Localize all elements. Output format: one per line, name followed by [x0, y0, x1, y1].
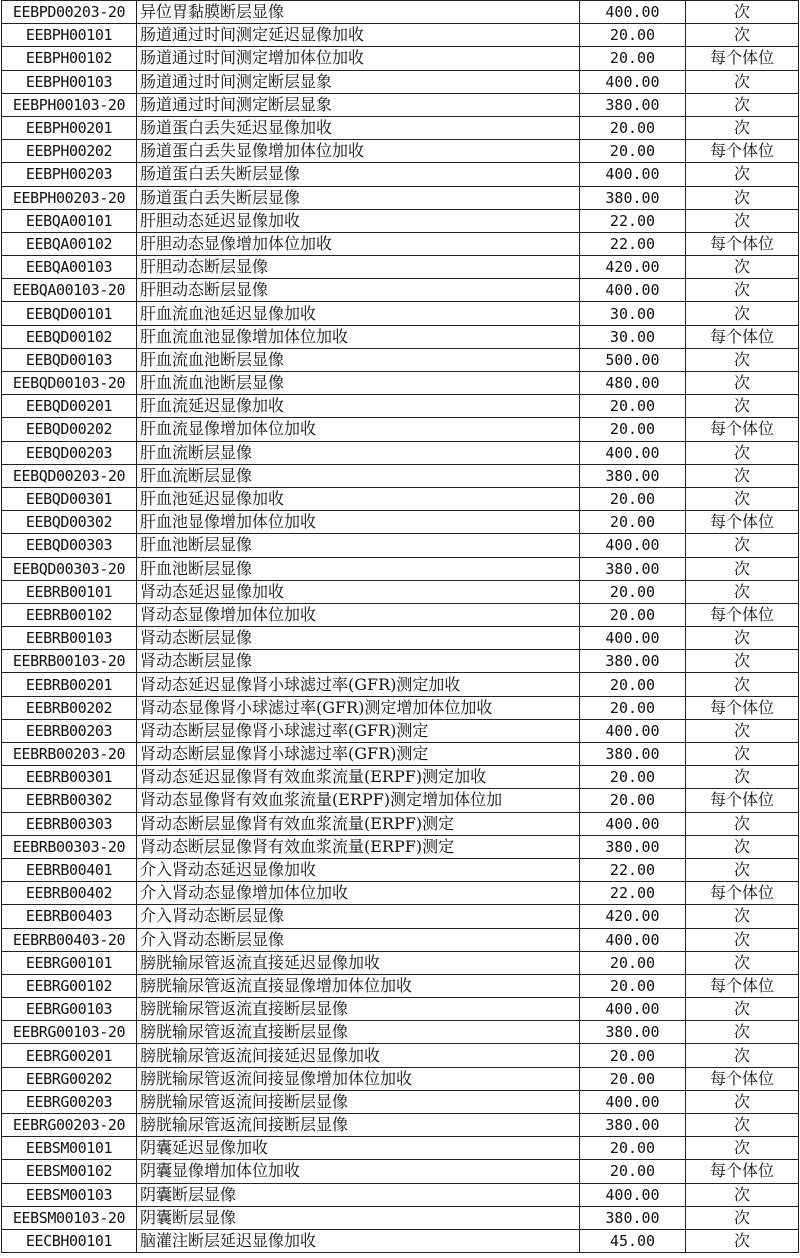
item-name-cell: 膀胱输尿管返流直接断层显像	[137, 1021, 580, 1044]
table-row	[2, 882, 799, 905]
table-row	[2, 186, 799, 209]
table-row	[2, 70, 799, 93]
item-name-cell: 肾动态显像肾小球滤过率(GFR)测定增加体位加收	[137, 696, 580, 719]
item-name-cell: 肾动态显像肾有效血浆流量(ERPF)测定增加体位加	[137, 789, 580, 812]
unit-cell: 每个体位	[686, 1067, 799, 1090]
item-name-cell: 肝胆动态断层显像	[137, 256, 580, 279]
item-name-cell: 肝血池显像增加体位加收	[137, 511, 580, 534]
price-cell: 400.00	[580, 627, 686, 650]
price-cell: 30.00	[580, 325, 686, 348]
item-name-cell: 肝血池断层显像	[137, 534, 580, 557]
unit-cell: 次	[686, 534, 799, 557]
price-cell: 400.00	[580, 1183, 686, 1206]
price-cell: 480.00	[580, 372, 686, 395]
unit-cell: 次	[686, 209, 799, 232]
item-name-cell: 膀胱输尿管返流直接显像增加体位加收	[137, 974, 580, 997]
item-code-cell: EEBRB00102	[2, 603, 137, 626]
unit-cell: 次	[686, 719, 799, 742]
price-cell: 420.00	[580, 905, 686, 928]
table-row	[2, 1, 799, 24]
item-code-cell: EEBRG00103-20	[2, 1021, 137, 1044]
table-row	[2, 974, 799, 997]
price-cell: 20.00	[580, 24, 686, 47]
item-name-cell: 肾动态断层显像肾小球滤过率(GFR)测定	[137, 743, 580, 766]
price-cell: 400.00	[580, 812, 686, 835]
table-row	[2, 418, 799, 441]
item-code-cell: EEBRG00103	[2, 998, 137, 1021]
unit-cell: 每个体位	[686, 974, 799, 997]
price-cell: 20.00	[580, 47, 686, 70]
item-code-cell: EEBQA00103-20	[2, 279, 137, 302]
item-name-cell: 肝血流断层显像	[137, 464, 580, 487]
table-row	[2, 603, 799, 626]
item-code-cell: EEBRB00402	[2, 882, 137, 905]
table-row	[2, 209, 799, 232]
price-cell: 400.00	[580, 1090, 686, 1113]
table-row	[2, 93, 799, 116]
price-cell: 30.00	[580, 302, 686, 325]
item-name-cell: 肠道通过时间测定断层显象	[137, 70, 580, 93]
price-cell: 400.00	[580, 70, 686, 93]
item-name-cell: 肠道蛋白丢失断层显像	[137, 163, 580, 186]
unit-cell: 次	[686, 302, 799, 325]
unit-cell: 次	[686, 1, 799, 24]
price-cell: 400.00	[580, 441, 686, 464]
item-name-cell: 膀胱输尿管返流直接延迟显像加收	[137, 951, 580, 974]
price-cell: 380.00	[580, 1114, 686, 1137]
item-code-cell: EEBRB00203-20	[2, 743, 137, 766]
item-name-cell: 肾动态延迟显像肾有效血浆流量(ERPF)测定加收	[137, 766, 580, 789]
item-name-cell: 肾动态断层显像肾有效血浆流量(ERPF)测定	[137, 835, 580, 858]
item-name-cell: 膀胱输尿管返流间接断层显像	[137, 1114, 580, 1137]
unit-cell: 每个体位	[686, 325, 799, 348]
table-row	[2, 1229, 799, 1252]
unit-cell: 次	[686, 372, 799, 395]
price-cell: 22.00	[580, 858, 686, 881]
price-cell: 380.00	[580, 93, 686, 116]
table-row	[2, 743, 799, 766]
item-code-cell: EEBRG00101	[2, 951, 137, 974]
item-code-cell: EEBRG00203-20	[2, 1114, 137, 1137]
item-code-cell: EEBQA00102	[2, 232, 137, 255]
item-name-cell: 肝血流血池显像增加体位加收	[137, 325, 580, 348]
unit-cell: 每个体位	[686, 882, 799, 905]
table-row	[2, 627, 799, 650]
price-cell: 380.00	[580, 650, 686, 673]
item-name-cell: 膀胱输尿管返流间接断层显像	[137, 1090, 580, 1113]
item-code-cell: EEBQA00103	[2, 256, 137, 279]
price-cell: 380.00	[580, 186, 686, 209]
item-name-cell: 异位胃黏膜断层显像	[137, 1, 580, 24]
item-code-cell: EEBPH00201	[2, 116, 137, 139]
item-name-cell: 阴囊显像增加体位加收	[137, 1160, 580, 1183]
item-code-cell: EEBRG00202	[2, 1067, 137, 1090]
table-row	[2, 511, 799, 534]
table-row	[2, 1090, 799, 1113]
table-row	[2, 1183, 799, 1206]
table-row	[2, 951, 799, 974]
unit-cell: 次	[686, 186, 799, 209]
unit-cell: 每个体位	[686, 603, 799, 626]
unit-cell: 次	[686, 905, 799, 928]
item-code-cell: EEBSM00102	[2, 1160, 137, 1183]
item-code-cell: EEBPH00103	[2, 70, 137, 93]
unit-cell: 次	[686, 1137, 799, 1160]
unit-cell: 次	[686, 441, 799, 464]
table-row	[2, 24, 799, 47]
price-cell: 400.00	[580, 1, 686, 24]
unit-cell: 次	[686, 348, 799, 371]
item-code-cell: EEBRG00201	[2, 1044, 137, 1067]
fee-table	[1, 0, 799, 1253]
price-cell: 400.00	[580, 163, 686, 186]
table-row	[2, 1044, 799, 1067]
table-row	[2, 766, 799, 789]
unit-cell: 每个体位	[686, 1160, 799, 1183]
item-name-cell: 肝血流血池断层显像	[137, 348, 580, 371]
price-cell: 20.00	[580, 603, 686, 626]
item-code-cell: EEBQD00201	[2, 395, 137, 418]
unit-cell: 次	[686, 93, 799, 116]
table-row	[2, 650, 799, 673]
price-cell: 20.00	[580, 511, 686, 534]
item-code-cell: EEBRB00403	[2, 905, 137, 928]
item-code-cell: EEBRB00101	[2, 580, 137, 603]
unit-cell: 次	[686, 928, 799, 951]
price-cell: 20.00	[580, 951, 686, 974]
price-cell: 20.00	[580, 140, 686, 163]
item-name-cell: 肠道蛋白丢失延迟显像加收	[137, 116, 580, 139]
item-code-cell: EEBSM00101	[2, 1137, 137, 1160]
unit-cell: 次	[686, 998, 799, 1021]
item-name-cell: 肝胆动态断层显像	[137, 279, 580, 302]
price-cell: 400.00	[580, 719, 686, 742]
item-code-cell: EEBRG00203	[2, 1090, 137, 1113]
price-cell: 380.00	[580, 1021, 686, 1044]
table-row	[2, 905, 799, 928]
table-row	[2, 348, 799, 371]
item-name-cell: 肝血池延迟显像加收	[137, 487, 580, 510]
table-row	[2, 395, 799, 418]
item-name-cell: 肝血流血池断层显像	[137, 372, 580, 395]
table-row	[2, 441, 799, 464]
item-code-cell: EEBQD00301	[2, 487, 137, 510]
table-row	[2, 998, 799, 1021]
unit-cell: 次	[686, 1206, 799, 1229]
price-cell: 22.00	[580, 882, 686, 905]
item-code-cell: EEBQD00303	[2, 534, 137, 557]
item-name-cell: 肾动态延迟显像肾小球滤过率(GFR)测定加收	[137, 673, 580, 696]
price-cell: 22.00	[580, 232, 686, 255]
price-cell: 20.00	[580, 418, 686, 441]
price-cell: 380.00	[580, 1206, 686, 1229]
item-name-cell: 肾动态断层显像肾小球滤过率(GFR)测定	[137, 719, 580, 742]
unit-cell: 每个体位	[686, 418, 799, 441]
item-name-cell: 肝血流延迟显像加收	[137, 395, 580, 418]
price-cell: 20.00	[580, 789, 686, 812]
item-code-cell: EEBPH00103-20	[2, 93, 137, 116]
unit-cell: 次	[686, 627, 799, 650]
item-name-cell: 肝血流断层显像	[137, 441, 580, 464]
price-cell: 20.00	[580, 696, 686, 719]
item-code-cell: EEBQD00102	[2, 325, 137, 348]
item-code-cell: EEBQD00303-20	[2, 557, 137, 580]
price-cell: 380.00	[580, 464, 686, 487]
price-cell: 400.00	[580, 534, 686, 557]
unit-cell: 次	[686, 1114, 799, 1137]
price-cell: 20.00	[580, 487, 686, 510]
price-cell: 20.00	[580, 766, 686, 789]
item-code-cell: EEBSM00103-20	[2, 1206, 137, 1229]
table-row	[2, 302, 799, 325]
unit-cell: 次	[686, 24, 799, 47]
unit-cell: 次	[686, 256, 799, 279]
item-code-cell: EEBQA00101	[2, 209, 137, 232]
item-code-cell: EEBQD00203-20	[2, 464, 137, 487]
unit-cell: 次	[686, 1021, 799, 1044]
item-code-cell: EEBPH00101	[2, 24, 137, 47]
item-name-cell: 介入肾动态延迟显像加收	[137, 858, 580, 881]
unit-cell: 次	[686, 70, 799, 93]
item-code-cell: EECBH00101	[2, 1229, 137, 1252]
item-name-cell: 肠道蛋白丢失断层显像	[137, 186, 580, 209]
table-row	[2, 812, 799, 835]
table-row	[2, 279, 799, 302]
unit-cell: 次	[686, 557, 799, 580]
table-row	[2, 372, 799, 395]
item-name-cell: 肾动态断层显像	[137, 650, 580, 673]
item-name-cell: 介入肾动态断层显像	[137, 928, 580, 951]
item-name-cell: 肠道通过时间测定断层显象	[137, 93, 580, 116]
price-cell: 20.00	[580, 673, 686, 696]
price-cell: 22.00	[580, 209, 686, 232]
table-row	[2, 464, 799, 487]
table-row	[2, 1021, 799, 1044]
price-cell: 420.00	[580, 256, 686, 279]
item-code-cell: EEBRB00103	[2, 627, 137, 650]
item-name-cell: 阴囊断层显像	[137, 1206, 580, 1229]
unit-cell: 次	[686, 395, 799, 418]
item-code-cell: EEBQD00302	[2, 511, 137, 534]
item-code-cell: EEBRB00303	[2, 812, 137, 835]
unit-cell: 每个体位	[686, 140, 799, 163]
table-row	[2, 1137, 799, 1160]
table-row	[2, 557, 799, 580]
unit-cell: 次	[686, 743, 799, 766]
price-cell: 20.00	[580, 1067, 686, 1090]
item-name-cell: 肠道通过时间测定延迟显像加收	[137, 24, 580, 47]
price-cell: 20.00	[580, 580, 686, 603]
item-code-cell: EEBRB00103-20	[2, 650, 137, 673]
unit-cell: 次	[686, 835, 799, 858]
item-name-cell: 肠道通过时间测定增加体位加收	[137, 47, 580, 70]
table-row	[2, 719, 799, 742]
table-row	[2, 580, 799, 603]
price-cell: 400.00	[580, 279, 686, 302]
price-cell: 20.00	[580, 1160, 686, 1183]
unit-cell: 次	[686, 1044, 799, 1067]
table-row	[2, 116, 799, 139]
item-code-cell: EEBRG00102	[2, 974, 137, 997]
item-name-cell: 介入肾动态断层显像	[137, 905, 580, 928]
item-name-cell: 肝血流血池延迟显像加收	[137, 302, 580, 325]
table-row	[2, 47, 799, 70]
item-code-cell: EEBQD00103-20	[2, 372, 137, 395]
table-row	[2, 232, 799, 255]
item-code-cell: EEBQD00203	[2, 441, 137, 464]
item-code-cell: EEBRB00202	[2, 696, 137, 719]
unit-cell: 次	[686, 650, 799, 673]
table-row	[2, 256, 799, 279]
item-name-cell: 膀胱输尿管返流直接断层显像	[137, 998, 580, 1021]
unit-cell: 每个体位	[686, 696, 799, 719]
item-code-cell: EEBRB00301	[2, 766, 137, 789]
unit-cell: 次	[686, 812, 799, 835]
price-cell: 20.00	[580, 974, 686, 997]
unit-cell: 每个体位	[686, 789, 799, 812]
item-code-cell: EEBPH00203-20	[2, 186, 137, 209]
table-row	[2, 325, 799, 348]
price-cell: 20.00	[580, 116, 686, 139]
unit-cell: 次	[686, 766, 799, 789]
item-name-cell: 肾动态延迟显像加收	[137, 580, 580, 603]
unit-cell: 次	[686, 858, 799, 881]
item-name-cell: 肾动态断层显像	[137, 627, 580, 650]
table-row	[2, 1160, 799, 1183]
price-cell: 400.00	[580, 998, 686, 1021]
table-row	[2, 696, 799, 719]
price-cell: 20.00	[580, 395, 686, 418]
unit-cell: 次	[686, 1183, 799, 1206]
item-name-cell: 介入肾动态显像增加体位加收	[137, 882, 580, 905]
item-name-cell: 膀胱输尿管返流间接延迟显像加收	[137, 1044, 580, 1067]
price-cell: 400.00	[580, 928, 686, 951]
item-code-cell: EEBRB00203	[2, 719, 137, 742]
item-name-cell: 脑灌注断层延迟显像加收	[137, 1229, 580, 1252]
price-cell: 380.00	[580, 557, 686, 580]
item-name-cell: 肠道蛋白丢失显像增加体位加收	[137, 140, 580, 163]
unit-cell: 次	[686, 487, 799, 510]
item-code-cell: EEBQD00202	[2, 418, 137, 441]
table-row	[2, 835, 799, 858]
unit-cell: 次	[686, 951, 799, 974]
table-row	[2, 673, 799, 696]
item-code-cell: EEBSM00103	[2, 1183, 137, 1206]
unit-cell: 每个体位	[686, 47, 799, 70]
table-row	[2, 1206, 799, 1229]
table-row	[2, 163, 799, 186]
table-row	[2, 858, 799, 881]
item-name-cell: 肾动态断层显像肾有效血浆流量(ERPF)测定	[137, 812, 580, 835]
unit-cell: 次	[686, 1229, 799, 1252]
unit-cell: 次	[686, 1090, 799, 1113]
unit-cell: 次	[686, 580, 799, 603]
price-cell: 380.00	[580, 835, 686, 858]
item-code-cell: EEBPH00202	[2, 140, 137, 163]
table-row	[2, 928, 799, 951]
unit-cell: 次	[686, 163, 799, 186]
table-row	[2, 789, 799, 812]
item-name-cell: 阴囊延迟显像加收	[137, 1137, 580, 1160]
price-cell: 45.00	[580, 1229, 686, 1252]
item-code-cell: EEBRB00403-20	[2, 928, 137, 951]
table-row	[2, 1114, 799, 1137]
item-code-cell: EEBRB00201	[2, 673, 137, 696]
price-cell: 380.00	[580, 743, 686, 766]
item-name-cell: 肾动态显像增加体位加收	[137, 603, 580, 626]
item-name-cell: 膀胱输尿管返流间接显像增加体位加收	[137, 1067, 580, 1090]
table-row	[2, 487, 799, 510]
item-name-cell: 肝血流显像增加体位加收	[137, 418, 580, 441]
item-code-cell: EEBRB00302	[2, 789, 137, 812]
item-code-cell: EEBPD00203-20	[2, 1, 137, 24]
table-row	[2, 1067, 799, 1090]
unit-cell: 每个体位	[686, 232, 799, 255]
item-code-cell: EEBQD00103	[2, 348, 137, 371]
item-name-cell: 阴囊断层显像	[137, 1183, 580, 1206]
fee-table-body	[2, 1, 799, 1253]
unit-cell: 次	[686, 279, 799, 302]
item-code-cell: EEBRB00401	[2, 858, 137, 881]
item-code-cell: EEBQD00101	[2, 302, 137, 325]
item-code-cell: EEBPH00203	[2, 163, 137, 186]
item-name-cell: 肝胆动态延迟显像加收	[137, 209, 580, 232]
item-name-cell: 肝胆动态显像增加体位加收	[137, 232, 580, 255]
price-cell: 20.00	[580, 1137, 686, 1160]
unit-cell: 次	[686, 116, 799, 139]
item-code-cell: EEBPH00102	[2, 47, 137, 70]
unit-cell: 每个体位	[686, 511, 799, 534]
price-cell: 500.00	[580, 348, 686, 371]
item-name-cell: 肝血池断层显像	[137, 557, 580, 580]
unit-cell: 次	[686, 673, 799, 696]
unit-cell: 次	[686, 464, 799, 487]
table-row	[2, 534, 799, 557]
table-row	[2, 140, 799, 163]
item-code-cell: EEBRB00303-20	[2, 835, 137, 858]
price-cell: 20.00	[580, 1044, 686, 1067]
